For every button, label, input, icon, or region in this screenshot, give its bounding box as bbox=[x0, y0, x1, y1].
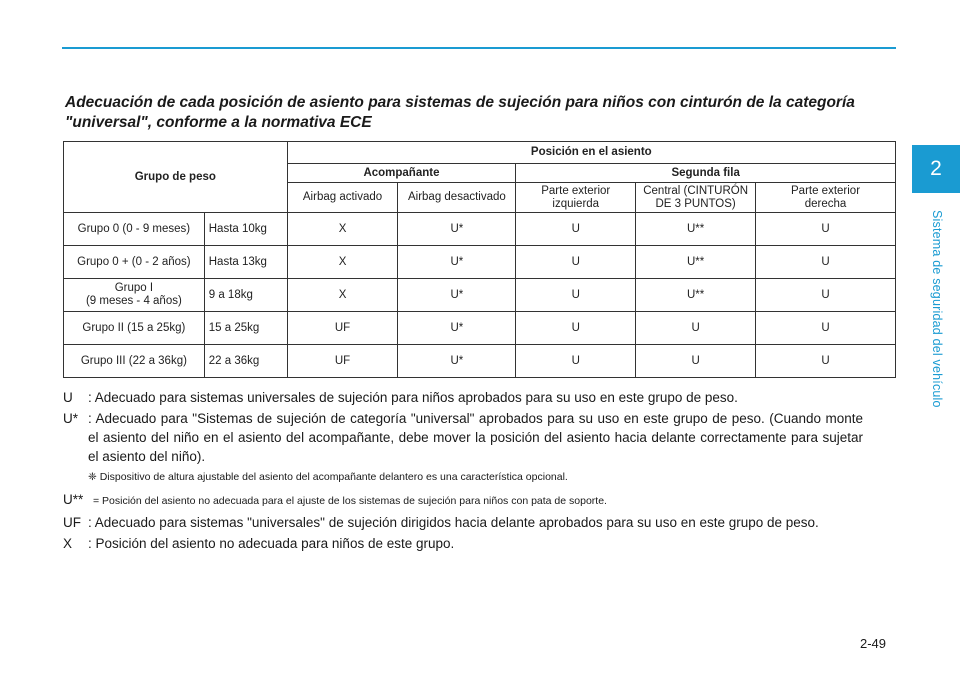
suitability-cell: U** bbox=[636, 246, 756, 279]
note-uf bbox=[63, 513, 863, 532]
group-cell: Grupo II (15 a 25kg) bbox=[64, 312, 205, 345]
suitability-cell: U bbox=[636, 312, 756, 345]
table-row bbox=[64, 345, 896, 378]
note-u-double-star bbox=[63, 490, 863, 511]
group-line: Grupo I bbox=[114, 282, 154, 294]
suitability-cell: U bbox=[516, 279, 636, 312]
suitability-cell: U* bbox=[398, 279, 516, 312]
suitability-cell: U bbox=[516, 213, 636, 246]
weight-cell: Hasta 10kg bbox=[204, 213, 287, 246]
group-header: Grupo de peso bbox=[64, 142, 288, 213]
suitability-cell: UF bbox=[287, 312, 398, 345]
suitability-cell: U bbox=[756, 279, 896, 312]
suitability-cell: U bbox=[756, 213, 896, 246]
group-line: (9 meses - 4 años) bbox=[85, 295, 182, 307]
position-header: Posición en el asiento bbox=[287, 142, 895, 164]
group-cell: Grupo 0 (0 - 9 meses) bbox=[64, 213, 205, 246]
sub-header: Central (CINTURÓN DE 3 PUNTOS) bbox=[636, 183, 756, 213]
weight-cell: 22 a 36kg bbox=[204, 345, 287, 378]
suitability-cell: X bbox=[287, 213, 398, 246]
note-key: UF bbox=[63, 515, 81, 530]
page-number: 2-49 bbox=[860, 636, 887, 651]
suitability-cell: U bbox=[756, 345, 896, 378]
suitability-cell: X bbox=[287, 246, 398, 279]
note-key: X bbox=[63, 536, 73, 551]
weight-cell: 15 a 25kg bbox=[204, 312, 287, 345]
suitability-cell: U* bbox=[398, 312, 516, 345]
weight-cell: Hasta 13kg bbox=[204, 246, 287, 279]
suitability-cell: U bbox=[516, 312, 636, 345]
group-cell: Grupo 0 + (0 - 2 años) bbox=[64, 246, 205, 279]
note-key: U bbox=[63, 390, 73, 405]
suitability-cell: U bbox=[516, 246, 636, 279]
note-text: : Adecuado para sistemas universales de sujeción para niños aprobados para su uso en este grupo de peso. bbox=[88, 390, 738, 405]
note-text: : Posición del asiento no adecuada para niños de este grupo. bbox=[88, 536, 455, 551]
side-title bbox=[931, 210, 943, 420]
suitability-cell: X bbox=[287, 279, 398, 312]
note-key: U* bbox=[63, 411, 79, 426]
note-text: : Adecuado para sistemas "universales" de sujeción dirigidos hacia delante aprobados para su uso en este grupo de peso. bbox=[88, 515, 819, 530]
suitability-cell: U** bbox=[636, 213, 756, 246]
front-header: Acompañante bbox=[287, 164, 516, 183]
note-u bbox=[63, 388, 863, 407]
sub-header: Airbag desactivado bbox=[398, 183, 516, 213]
legend-notes bbox=[63, 388, 863, 555]
note-text: = Posición del asiento no adecuada para el ajuste de los sistemas de sujeción para niños con pata de soporte. bbox=[93, 495, 607, 507]
suitability-cell: U* bbox=[398, 345, 516, 378]
chapter-tab bbox=[912, 145, 960, 193]
seat-suitability-table bbox=[63, 141, 896, 378]
suitability-cell: U* bbox=[398, 246, 516, 279]
note-key: U** bbox=[63, 492, 84, 507]
suitability-cell: U** bbox=[636, 279, 756, 312]
suitability-cell: U bbox=[756, 312, 896, 345]
weight-cell: 9 a 18kg bbox=[204, 279, 287, 312]
sub-header: Parte exterior derecha bbox=[756, 183, 896, 213]
note-u-star bbox=[63, 409, 863, 466]
table-row bbox=[64, 312, 896, 345]
chapter-title: Sistema de seguridad del vehículo bbox=[930, 210, 944, 408]
sub-header: Parte exterior izquierda bbox=[516, 183, 636, 213]
table-row bbox=[64, 213, 896, 246]
chapter-number: 2 bbox=[930, 157, 942, 180]
table-row bbox=[64, 279, 896, 312]
note-x bbox=[63, 534, 863, 553]
group-cell bbox=[64, 279, 205, 312]
group-cell: Grupo III (22 a 36kg) bbox=[64, 345, 205, 378]
suitability-cell: U bbox=[636, 345, 756, 378]
table-row bbox=[64, 246, 896, 279]
note-text: : Adecuado para "Sistemas de sujeción de categoría "universal" aprobados para su uso en este grupo de peso. (Cuando monte el asiento del niño en el asiento del acompañante, debe mover la posición del asiento hacia delante correctamente para sujetar el asiento del niño). bbox=[88, 411, 863, 464]
top-rule bbox=[62, 47, 896, 49]
note-optional-feature: ❈ Dispositivo de altura ajustable del asiento del acompañante delantero es una característica opcional. bbox=[88, 471, 568, 483]
suitability-cell: U* bbox=[398, 213, 516, 246]
section-heading: Adecuación de cada posición de asiento para sistemas de sujeción para niños con cinturón de la categoría "universal", conforme a la normativa ECE bbox=[65, 94, 855, 131]
suitability-cell: UF bbox=[287, 345, 398, 378]
sub-header: Airbag activado bbox=[287, 183, 398, 213]
rear-header: Segunda fila bbox=[516, 164, 896, 183]
suitability-cell: U bbox=[756, 246, 896, 279]
suitability-cell: U bbox=[516, 345, 636, 378]
